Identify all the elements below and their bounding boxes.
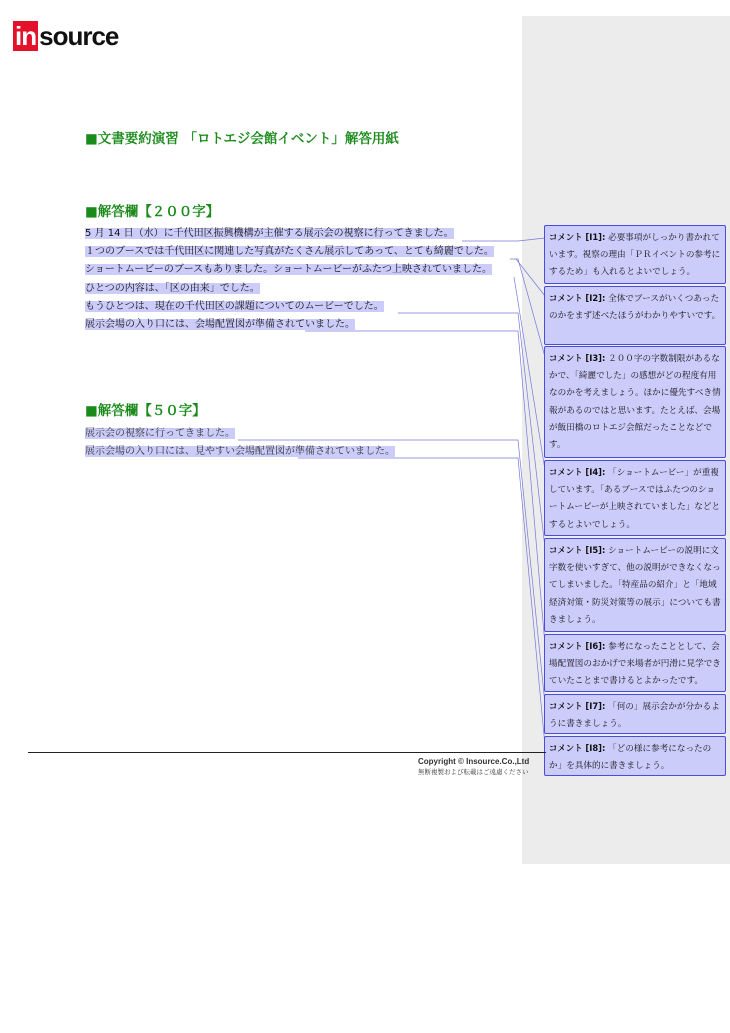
highlight-i5a: ひとつの内容は、「区の由来」でした。 [85,283,260,294]
highlight-i1: 5 月 14 日（水）に千代田区振興機構が主催する展示会の視察に行ってきました。 [85,228,454,239]
answer-200-heading: ■解答欄【２００字】 [85,204,220,220]
comment-text: 「ショートムービー」が重複しています。「あるブースではふたつのショートムービーが上映されていました」などとするとよいでしょう。 [549,468,721,530]
comment-label: コメント [I4]: [549,467,606,477]
comment-text: 必要事項がしっかり書かれています。視察の理由「ＰＲイベントの参考にするため」も入れるとよいでしょう。 [549,233,721,278]
footer-copyright: Copyright © Insource.Co.,Ltd [418,757,530,766]
highlight-i4: ショートムービーのブースもありました。ショートムービーがふたつ上映されていました。 [85,264,492,275]
comment-label: コメント [I2]: [549,293,606,303]
connector-i8 [298,458,545,746]
comment-label: コメント [I5]: [549,545,606,555]
comment-text: 「何の」展示会かが分かるように書きましょう。 [549,702,720,730]
highlight-i2: １つのブースでは千代田区に関連した写真がたくさん展示してあって、とても綺麗でした。 [85,246,494,257]
comment-label: コメント [I7]: [549,701,606,711]
comment-i1[interactable] [544,225,726,284]
comment-i6[interactable] [544,634,726,692]
highlight-i7: 展示会の視察に行ってきました。 [85,428,235,439]
comment-label: コメント [I3]: [549,353,606,363]
comment-i4[interactable] [544,460,726,536]
footer-notice: 無断複製および転載はご遠慮ください [418,768,529,776]
comment-i2[interactable] [544,286,726,345]
comment-i8[interactable] [544,736,726,776]
comment-label: コメント [I8]: [549,743,606,753]
comment-i5[interactable] [544,538,726,632]
comment-text: 全体でブースがいくつあったのかをまず述べたほうがわかりやすいです。 [549,294,721,322]
connector-i6 [305,331,545,645]
highlight-i5b: もうひとつは、現在の千代田区の課題についてのムービーでした。 [85,301,384,312]
comment-text: 「どの様に参考になったのか」を具体的に書きましょう。 [549,744,712,772]
highlight-i6: 展示会場の入り口には、会場配置図が準備されていました。 [85,319,355,330]
comment-text: ショートムービーの説明に文字数を使いすぎて、他の説明ができなくなってしまいました。「特産品の紹介」と「地域経済対策・防災対策等の展示」についても書きましょう。 [549,546,721,625]
comment-label: コメント [I6]: [549,641,606,651]
footer-divider [28,752,546,753]
logo-in: in [15,21,37,51]
logo-source: source [39,21,119,51]
comment-i7[interactable] [544,694,726,734]
highlight-i8: 展示会場の入り口には、見やすい会場配置図が準備されていました。 [85,446,395,457]
document-title: ■文書要約演習 「ロトエジ会館イベント」解答用紙 [85,131,399,147]
comment-text: ２００字の字数制限があるなかで、「綺麗でした」の感想がどの程度有用なのかを考えましょう。ほかに優先すべき情報があるのではと思います。たとえば、会場が飯田橋のロトエジ会館だったことなどです。 [549,354,721,451]
connector-i2 [516,259,545,296]
comment-i3[interactable] [544,346,726,458]
comment-label: コメント [I1]: [549,232,606,242]
answer-50-heading: ■解答欄【５０字】 [85,403,206,419]
connector-i7 [238,440,545,704]
connector-i1 [462,238,545,241]
comment-text: 参考になったこととして、会場配置図のおかげで来場者が円滑に見学できていたことまで書けるとよかったです。 [549,642,721,687]
connector-i4 [514,277,545,470]
